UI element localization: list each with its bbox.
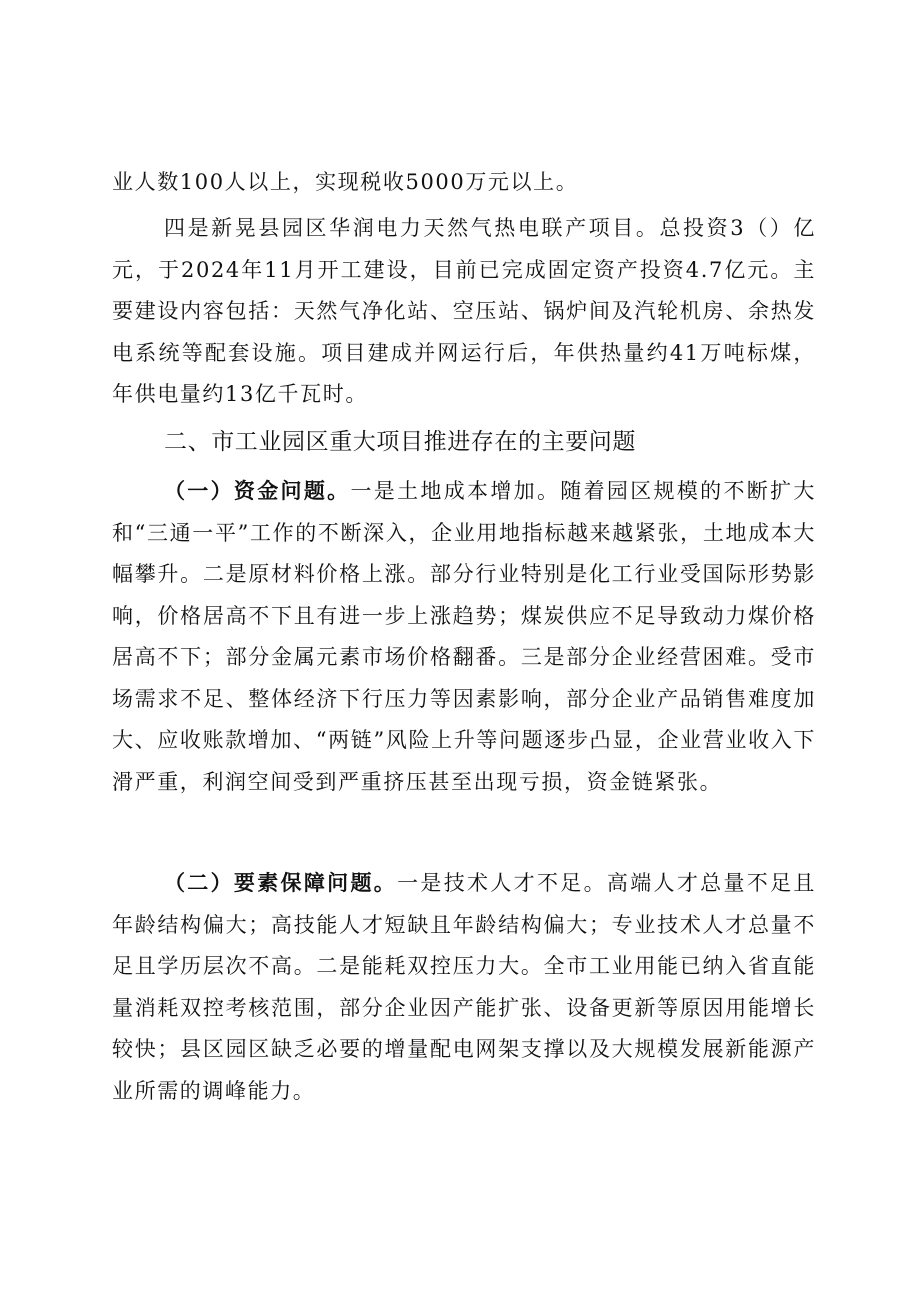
paragraph-funding-issues xyxy=(112,470,816,803)
paragraph-factor-issues xyxy=(112,862,816,1112)
funding-body: 一是土地成本增加。随着园区规模的不断扩大和“三通一平”工作的不断深入，企业用地指标越来越紧张，土地成本大幅攀升。二是原材料价格上涨。部分行业特别是化工行业受国际形势影响，价格居高不下且有进一步上涨趋势；煤炭供应不足导致动力煤价格居高不下；部分金属元素市场价格翻番。三是部分企业经营困难。受市场需求不足、整体经济下行压力等因素影响，部分企业产品销售难度加大、应收账款增加、“两链”风险上升等问题逐步凸显，企业营业收入下滑严重，利润空间受到严重挤压甚至出现亏损，资金链紧张。 xyxy=(112,479,816,794)
paragraph-continuation: 业人数100人以上，实现税收5000万元以上。 xyxy=(112,170,579,194)
factors-body: 一是技术人才不足。高端人才总量不足且年龄结构偏大；高技能人才短缺且年龄结构偏大；专业技术人才总量不足且学历层次不高。二是能耗双控压力大。全市工业用能已纳入省直能量消耗双控考核范围，部分企业因产能扩张、设备更新等原因用能增长较快；县区园区缺乏必要的增量配电网架支撑以及大规模发展新能源产业所需的调峰能力。 xyxy=(112,871,816,1103)
factors-subtitle: （二）要素保障问题。 xyxy=(164,870,398,895)
funding-subtitle: （一）资金问题。 xyxy=(164,478,351,503)
paragraph-project-four: 四是新晃县园区华润电力天然气热电联产项目。总投资3（）亿元，于2024年11月开工建设，目前已完成固定资产投资4.7亿元。主要建设内容包括：天然气净化站、空压站、锅炉间及汽轮机房、余热发电系统等配套设施。项目建成并网运行后，年供热量约41万吨标煤，年供电量约13亿千瓦时。 xyxy=(112,216,816,406)
section-heading: 二、市工业园区重大项目推进存在的主要问题 xyxy=(164,429,636,455)
